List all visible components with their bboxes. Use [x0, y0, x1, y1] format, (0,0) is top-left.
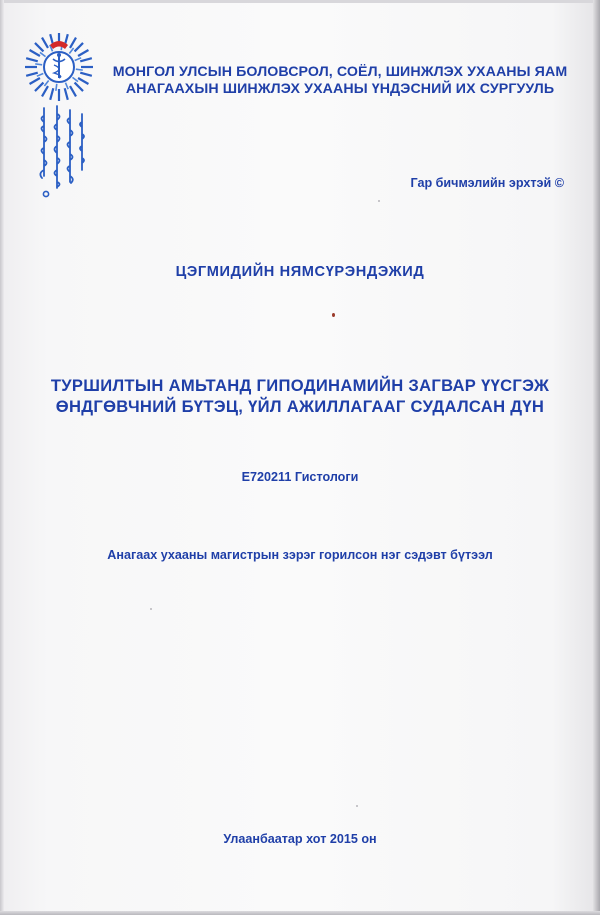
page-edge-left	[0, 0, 4, 915]
copyright-notice: Гар бичмэлийн эрхтэй ©	[410, 176, 564, 190]
page-edge-right	[593, 0, 600, 915]
ministry-header	[100, 64, 580, 98]
thesis-title-line-1: ТУРШИЛТЫН АМЬТАНД ГИПОДИНАМИЙН ЗАГВАР ҮҮСГЭЖ	[50, 376, 550, 395]
author-name: ЦЭГМИДИЙН НЯМСҮРЭНДЭЖИД	[175, 264, 425, 280]
university-emblem-icon	[24, 32, 94, 102]
paper-speck	[150, 608, 152, 610]
thesis-title	[0, 375, 600, 417]
ministry-line-1: МОНГОЛ УЛСЫН БОЛОВСРОЛ, СОЁЛ, ШИНЖЛЭХ УХААНЫ ЯАМ	[112, 64, 568, 80]
place-and-year: Улаанбаатар хот 2015 он	[223, 832, 377, 846]
specialty-code: E720211 Гистологи	[241, 470, 359, 484]
ink-speck	[332, 313, 335, 317]
paper-speck	[378, 200, 380, 202]
page-edge-bottom	[0, 911, 600, 915]
thesis-title-line-2: ӨНДГӨВЧНИЙ БҮТЭЦ, ҮЙЛ АЖИЛЛАГААГ СУДАЛСАН ДҮН	[55, 397, 545, 416]
paper-speck	[356, 805, 358, 807]
mongolian-script-emblem	[30, 104, 90, 204]
page-edge-top	[0, 0, 600, 3]
ministry-line-2: АНАГААХЫН ШИНЖЛЭХ УХААНЫ ҮНДЭСНИЙ ИХ СУРГУУЛЬ	[125, 81, 555, 97]
degree-statement: Анагаах ухааны магистрын зэрэг горилсон нэг сэдэвт бүтээл	[107, 548, 493, 562]
